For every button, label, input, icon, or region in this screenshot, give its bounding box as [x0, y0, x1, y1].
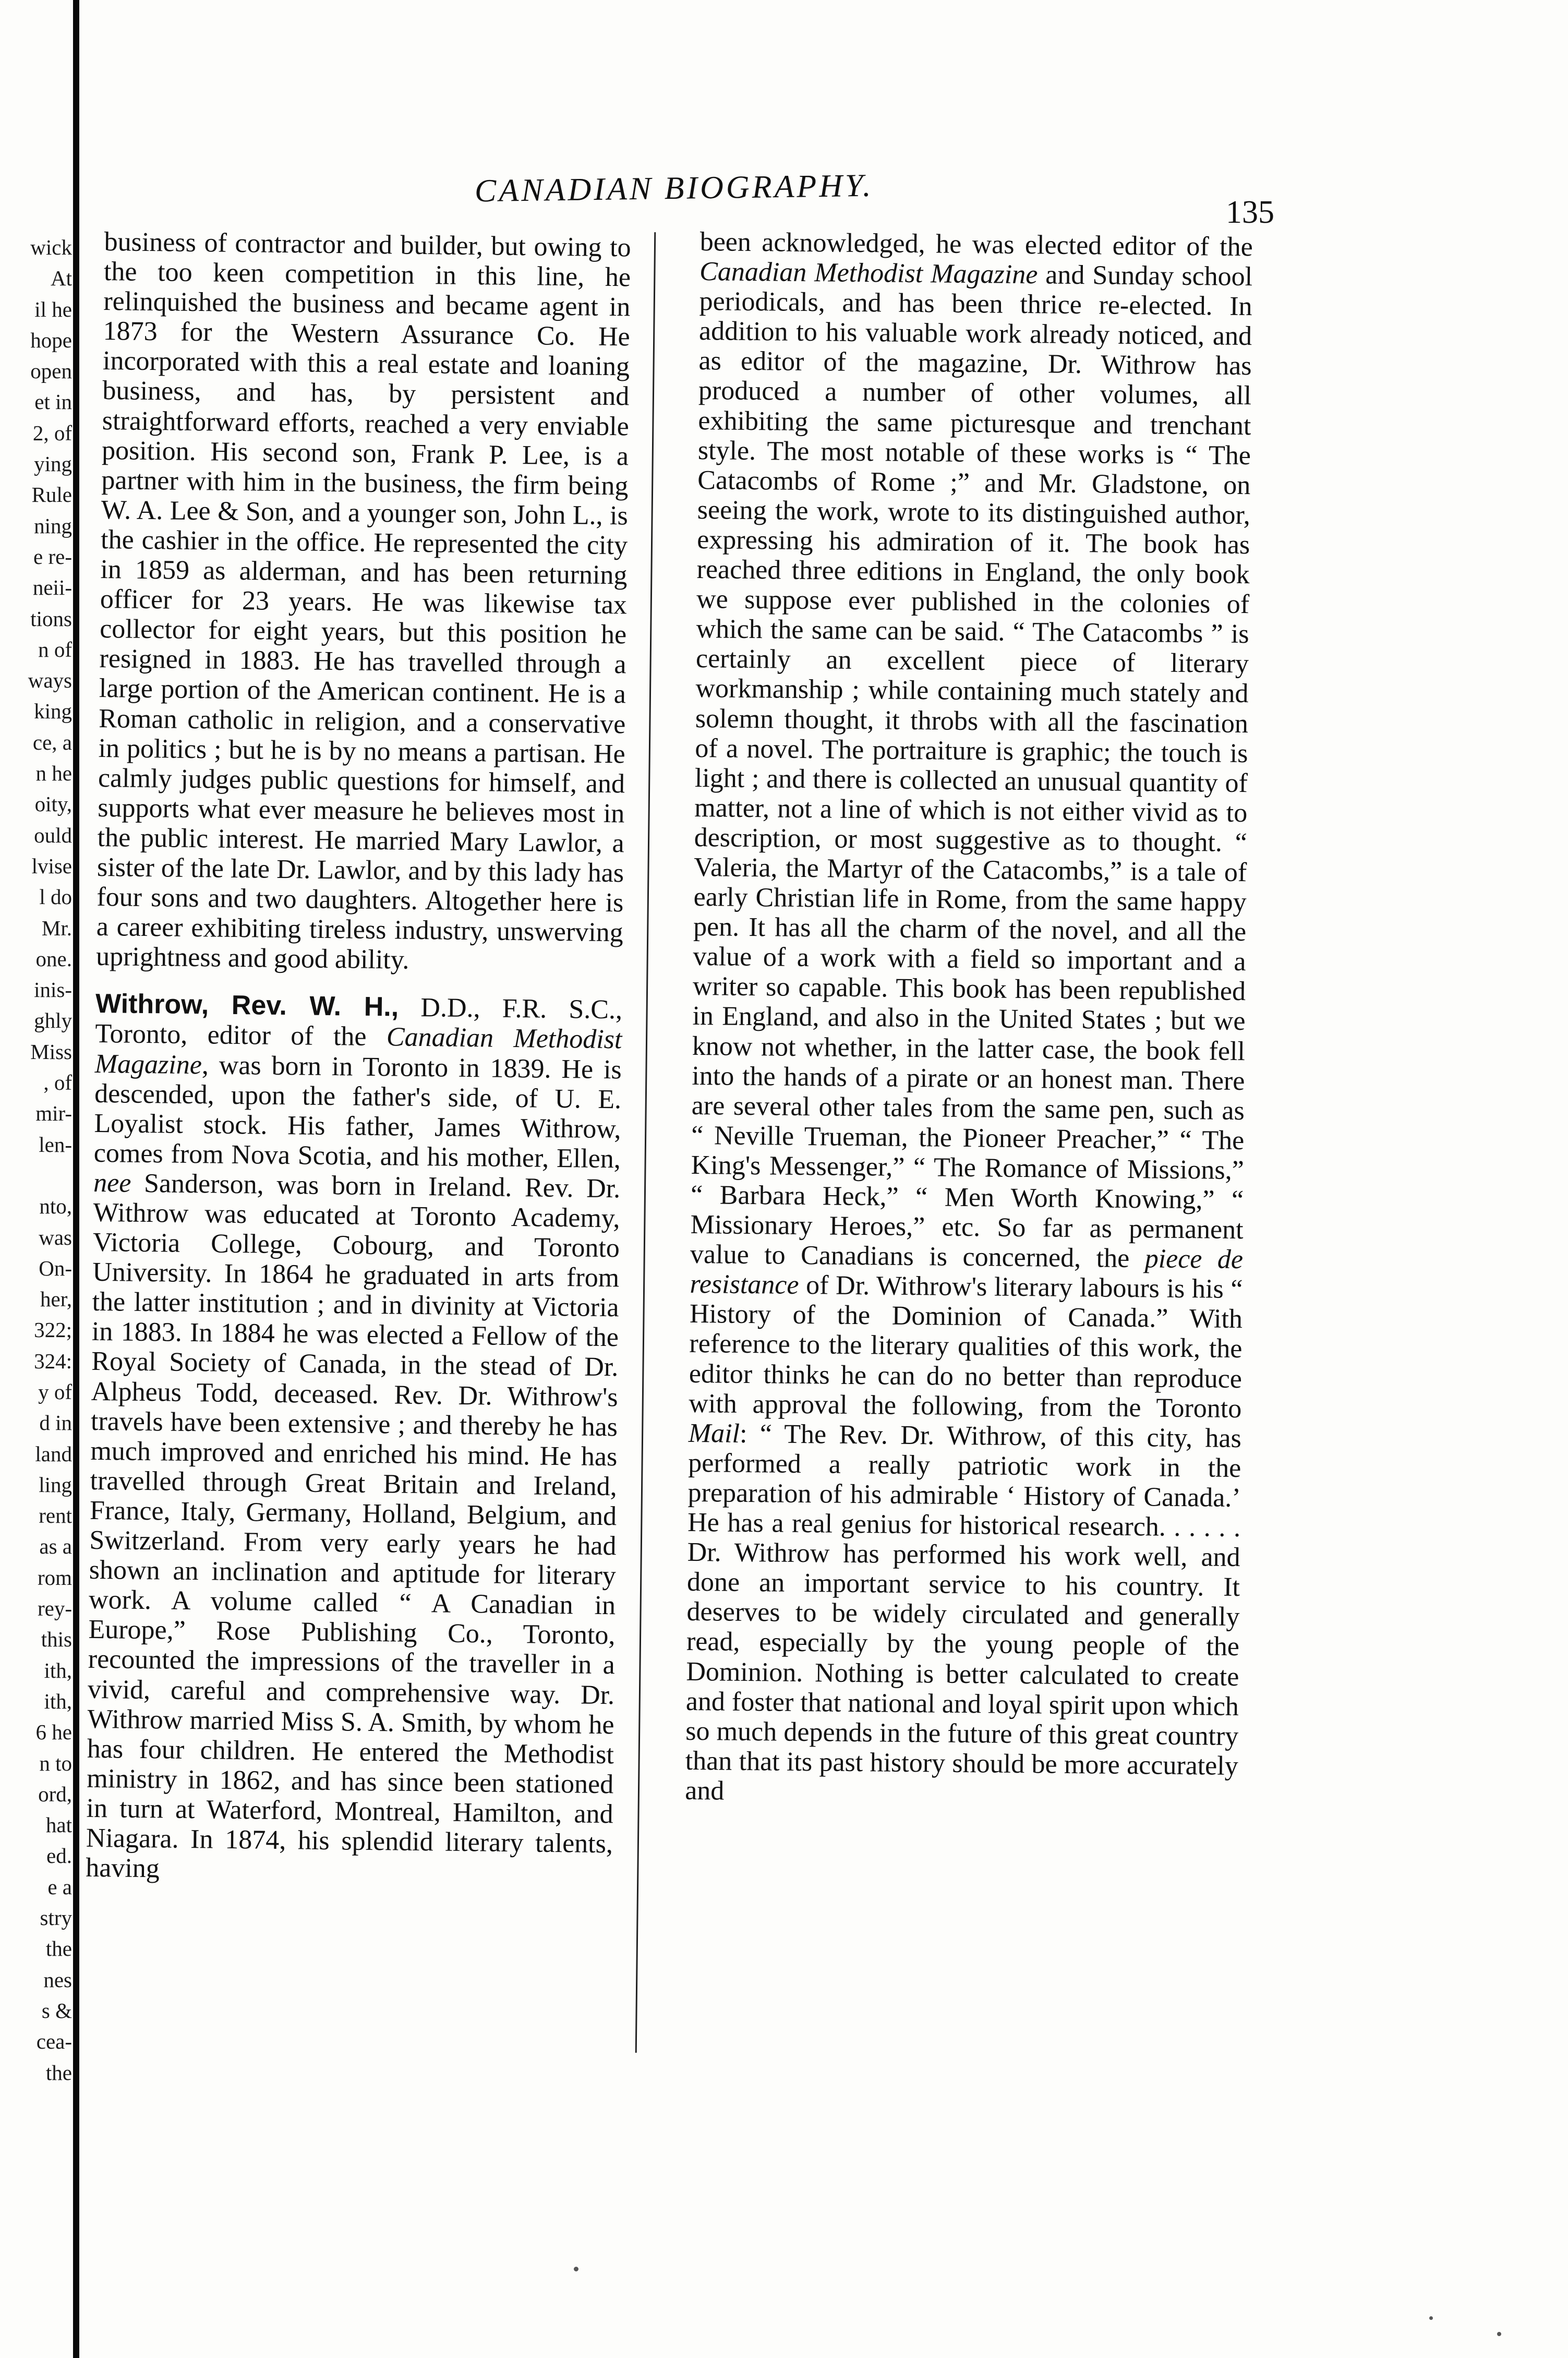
previous-page-fragment: ed. — [46, 1844, 72, 1868]
previous-page-fragment: neii- — [32, 575, 72, 600]
previous-page-fragment: hope — [30, 328, 72, 352]
previous-page-fragment: ce, a — [32, 730, 72, 754]
previous-page-fragment: At — [51, 266, 72, 291]
previous-page-fragment: 324: — [34, 1349, 72, 1373]
previous-page-fragment: the — [45, 2060, 72, 2085]
previous-page-fragment: Rule — [31, 483, 72, 507]
print-speck — [574, 2267, 578, 2271]
previous-page-fragment: nes — [43, 1967, 72, 1992]
previous-page-fragment: n to — [39, 1751, 72, 1775]
previous-page-fragment: Mr. — [41, 916, 72, 940]
entry-italic-2: nee — [93, 1168, 131, 1198]
previous-page-fragment: ling — [39, 1472, 72, 1497]
previous-page-fragment: the — [45, 1936, 72, 1961]
right-italic-1: Canadian Methodist Magazine — [699, 257, 1038, 290]
previous-page-fragment: as a — [39, 1534, 72, 1559]
entry-text-c: Sanderson, was born in Ireland. Rev. Dr. Withrow was educated at Toronto Academy, Victoria College, Cobourg, and Toronto University. In 1864 he graduated in arts from the latter institution ; and in divinity at Victoria in 1883. In 1884 he was elected a Fellow of the Royal Society of Canada, in the stead of Dr. Alpheus Todd, deceased. Rev. Dr. Withrow's travels have been extensive ; and thereby he has much improved and enriched his mind. He has travelled through Great Britain and Ireland, France, Italy, Germany, Holland, Belgium, and Switzerland. From very early years he had shown an inclination and aptitude for literary work. A volume called “ A Canadian in Europe,” Rose Publishing Co., Toronto, recounted the impressions of the traveller in a vivid, careful and comprehensive way. Dr. Withrow married Miss S. A. Smith, by whom he has four children. He entered the Methodist ministry in 1862, and has since been stationed in turn at Waterford, Montreal, Hamilton, and Niagara. In 1874, his splendid literary talents, having — [85, 1168, 621, 1884]
previous-page-fragment: 6 he — [35, 1720, 72, 1745]
previous-page-fragment: s & — [41, 1998, 72, 2023]
previous-page-fragment: ould — [34, 823, 72, 847]
previous-page-fragment: stry — [40, 1906, 72, 1930]
binding-gutter — [73, 0, 79, 2358]
previous-page-fragment: ith, — [44, 1658, 72, 1682]
previous-page-fragment: ways — [28, 668, 72, 693]
print-speck — [1429, 2316, 1433, 2320]
previous-page-fragment: l do — [39, 885, 72, 909]
previous-page-fragment: tions — [30, 606, 72, 631]
previous-page-fragment: open — [30, 359, 72, 383]
previous-page-fragment: rom — [37, 1565, 72, 1590]
entry-text-a: D.D., F.R. S.C., Toronto, editor of the — [95, 992, 623, 1052]
previous-page-fragment: d in — [39, 1411, 72, 1435]
right-italic-3: Mail — [688, 1418, 740, 1449]
previous-page-fragment: 2, of — [32, 420, 72, 445]
previous-page-text-fragments — [0, 232, 72, 2088]
right-text-4: : “ The Rev. Dr. Withrow, of this city, has performed a really patriotic work in the preparation of his admirable ‘ History of Canada.’ He has a real genius for historical research. . . . . . Dr. Withrow has performed his work well, and done an important service to his country. It deserves to be widely circulated and generally read, especially by the young people of the Dominion. Nothing is better calculated to create and foster that national and loyal spirit upon which so much depends in the future of this great country than that its past history should be more accurately and — [684, 1418, 1242, 1806]
previous-page-fragment: len- — [39, 1132, 72, 1157]
previous-page-fragment: nto, — [39, 1194, 72, 1219]
previous-page-fragment: il he — [34, 297, 72, 321]
left-paragraph-2 — [86, 989, 622, 1888]
previous-page-fragment: e re- — [33, 544, 72, 569]
previous-page-fragment: mir- — [35, 1101, 72, 1126]
previous-page-fragment: n he — [35, 761, 72, 786]
previous-page-margin — [0, 0, 78, 2358]
previous-page-fragment: ning — [34, 513, 72, 538]
previous-page-fragment — [0, 1160, 72, 1191]
right-text-1: been acknowledged, he was elected editor of the — [699, 227, 1253, 262]
right-text-2: and Sunday school periodicals, and has been thrice re-elected. In addition to his valuable work already noticed, and as editor of the magazine, Dr. Withrow has produced a number of other volumes, all exhibiting the same picturesque and trenchant style. The most notable of these works is “ The Catacombs of Rome ;” and Mr. Gladstone, on seeing the work, wrote to its distinguished author, expressing his admiration of it. The book has reached three editions in England, the only book we suppose ever published in the colonies of which the same can be said. “ The Catacombs ” is certainly an excellent piece of literary workmanship ; while containing much stately and solemn thought, it throbs with all the fascination of a novel. The portraiture is graphic; the touch is light ; and there is collected an unusual quantity of matter, not a line of which is not either vivid as to description, or most suggestive as to thought. “ Valeria, the Martyr of the Catacombs,” is a tale of early Christian life in Rome, from the same happy pen. It has all the charm of the novel, and all the value of a work with a field so important and a writer so capable. This book has been republished in England, and also in the United States ; but we know not whether, in the latter case, the book fell into the hands of a pirate or an honest man. There are several other tales from the same pen, such as “ Neville Trueman, the Pioneer Preacher,” “ The King's Messenger,” “ The Romance of Missions,” “ Barbara Heck,” “ Men Worth Knowing,” “ Missionary Heroes,” etc. So far as permanent value to Canadians is concerned, the — [690, 260, 1253, 1274]
previous-page-fragment: inis- — [34, 978, 72, 1002]
page-number: 135 — [1226, 195, 1274, 230]
right-text-3: of Dr. Withrow's literary labours is his “ History of the Dominion of Canada.” With reference to the literary qualities of this work, the editor thinks he can do no better than reproduce with approval the following, from the Toronto — [689, 1270, 1243, 1424]
previous-page-fragment: et in — [34, 390, 72, 414]
previous-page-fragment: ith, — [44, 1689, 72, 1713]
previous-page-fragment: ying — [34, 452, 72, 476]
previous-page-fragment: cea- — [36, 2029, 72, 2054]
column-rule — [635, 232, 656, 2053]
previous-page-fragment: oity, — [34, 792, 72, 816]
entry-heading: Withrow, Rev. W. H., — [95, 989, 399, 1022]
previous-page-fragment: 322; — [34, 1318, 72, 1342]
previous-page-fragment: rent — [39, 1503, 72, 1528]
right-italic-2: piece de resistance — [690, 1244, 1244, 1301]
entry-italic-1: Canadian Methodist Magazine — [94, 1022, 622, 1080]
previous-page-fragment: , of — [43, 1070, 72, 1095]
previous-page-fragment: hat — [45, 1813, 72, 1837]
previous-page-fragment: rey- — [37, 1596, 72, 1621]
previous-page-fragment: Miss — [30, 1039, 72, 1064]
previous-page-fragment: was — [39, 1225, 72, 1249]
running-head: CANADIAN BIOGRAPHY. — [474, 167, 874, 209]
previous-page-fragment: lvise — [31, 853, 72, 878]
previous-page-fragment: On- — [39, 1256, 72, 1280]
previous-page-fragment: her, — [40, 1287, 72, 1312]
right-paragraph — [685, 227, 1253, 1811]
previous-page-fragment: king — [34, 699, 72, 724]
print-speck — [1497, 2332, 1501, 2336]
previous-page-fragment: one. — [35, 946, 72, 971]
previous-page-fragment: n of — [38, 637, 72, 661]
entry-text-b: , was born in Toronto in 1839. He is descended, upon the father's side, of U. E. Loyalist stock. His father, James Withrow, comes from Nova Scotia, and his mother, Ellen, — [93, 1050, 622, 1174]
previous-page-fragment: wick — [30, 235, 72, 259]
previous-page-fragment: y of — [38, 1379, 72, 1404]
previous-page-fragment: ghly — [34, 1008, 72, 1033]
left-column — [86, 227, 631, 1888]
left-paragraph-1: business of contractor and builder, but owing to the too keen competition in this line, he relinquished the business and became agent in 1873 for the Western Assurance Co. He incorporated with this a real estate and loaning business, and has, by persistent and straightforward efforts, reached a very enviable position. His second son, Frank P. Lee, is a partner with him in the business, the firm being W. A. Lee & Son, and a younger son, John L., is the cashier in the office. He represented the city in 1859 as alderman, and has been returning officer for 23 years. He was likewise tax collector for eight years, but this position he resigned in 1883. He has travelled through a large portion of the American continent. He is a Roman catholic in religion, and a conservative in politics ; but he is by no means a partisan. He calmly judges public questions for himself, and supports what ever measure he believes most in the public interest. He married Mary Lawlor, a sister of the late Dr. Lawlor, and by this lady has four sons and two daughters. Altogether here is a career exhibiting tireless industry, unswerving uprightness and good ability. — [95, 227, 631, 975]
previous-page-fragment: e a — [47, 1874, 72, 1899]
previous-page-fragment: ord, — [38, 1782, 72, 1806]
previous-page-fragment: land — [35, 1441, 72, 1466]
previous-page-fragment: this — [41, 1627, 72, 1652]
right-column — [685, 227, 1253, 1811]
